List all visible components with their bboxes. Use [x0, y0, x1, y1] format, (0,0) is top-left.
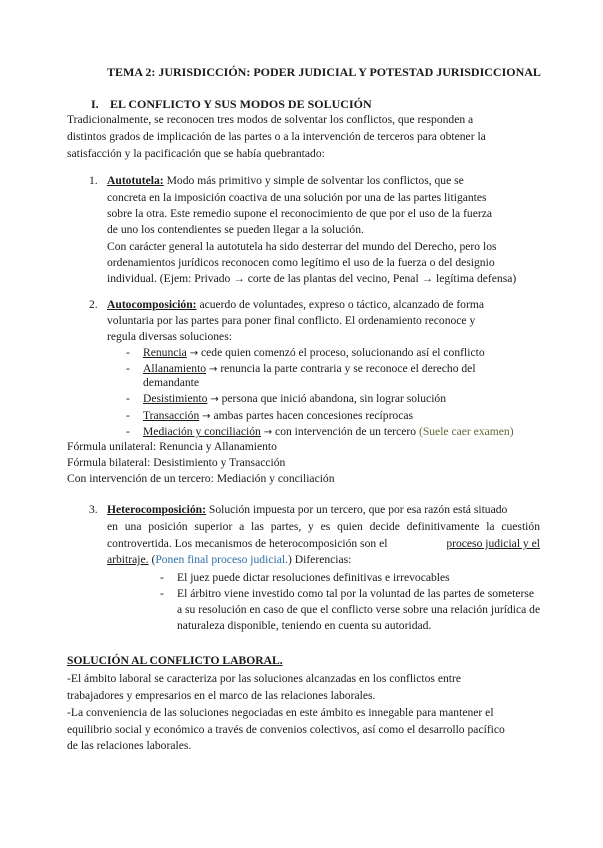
bullet: - — [126, 409, 130, 422]
solution-desc: cede quien comenzó el proceso, solucionando así el conflicto — [201, 346, 485, 359]
item-text: en una posición superior a las partes, y es quien decide definitivamente la cuestión — [107, 520, 540, 533]
labor-line: -La conveniencia de las soluciones negociadas en este ámbito es innegable para mantener el — [67, 706, 494, 719]
list-item — [143, 391, 446, 409]
list-item-continuation: a su resolución en caso de que el conflicto verse sobre una relación jurídica de — [177, 603, 541, 616]
arrow-icon: → — [209, 364, 218, 375]
item-term: Autotutela: — [107, 174, 164, 187]
item-line: concreta en la imposición coactiva de una solución por una de las partes litigantes — [107, 191, 487, 204]
item-line — [107, 552, 351, 569]
solution-desc: ambas partes hacen concesiones recíprocas — [213, 409, 414, 422]
link-text: proceso judicial y el — [446, 537, 540, 550]
item-line: voluntaria por las partes para poner final conflicto. El ordenamiento reconoce y — [107, 314, 476, 327]
formula-unilateral: Fórmula unilateral: Renuncia y Allanamiento — [67, 440, 277, 453]
item-number: 1. — [89, 174, 98, 187]
labor-line: equilibrio social y económico a través de convenios colectivos, así como el desarrollo pacífico — [67, 723, 505, 736]
paren: ( — [151, 553, 156, 566]
arrow-icon: → — [263, 427, 273, 438]
item-line: individual. (Ejem: Privado → corte de las plantas del vecino, Penal → legítima defensa) — [107, 272, 517, 285]
item-number: 2. — [89, 298, 98, 311]
intro-line: satisfacción y la pacificación que se había quebrantado: — [67, 147, 325, 160]
item-line: regula diversas soluciones: — [107, 330, 232, 343]
solution-name: Desistimiento — [143, 392, 208, 405]
arrow-icon: → — [210, 394, 219, 405]
solution-desc: renuncia la parte contraria y se reconoce el derecho del — [220, 362, 476, 375]
item-line — [107, 502, 507, 519]
item-text: Solución impuesta por un tercero, que por esa razón está situado — [208, 503, 508, 516]
section-heading-text: EL CONFLICTO Y SUS MODOS DE SOLUCIÓN — [110, 97, 372, 111]
bullet: - — [160, 571, 164, 584]
section-number: I. — [91, 97, 99, 111]
formula-third-party: Con intervención de un tercero: Mediación y conciliación — [67, 472, 335, 485]
item-term: Autocomposición: — [107, 298, 197, 311]
item-line: ordenamientos jurídicos reconocen como legítimo el uso de la fuerza o del designio — [107, 256, 495, 269]
item-text: controvertida. Los mecanismos de heterocomposición son el — [107, 537, 388, 550]
item-text: Modo más primitivo y simple de solventar los conflictos, que se — [166, 174, 464, 187]
intro-line: Tradicionalmente, se reconocen tres modos de solventar los conflictos, que responden a — [67, 113, 474, 126]
bullet: - — [126, 362, 130, 375]
list-item: El árbitro viene investido como tal por la voluntad de las partes de someterse — [177, 587, 535, 600]
item-line — [107, 536, 540, 553]
item-line — [107, 297, 484, 314]
item-text: ) Diferencias: — [287, 553, 352, 566]
intro-line: distintos grados de implicación de las partes o a la intervención de terceros para obtener la — [67, 130, 486, 143]
labor-line: trabajadores y empresarios en el marco de las relaciones laborales. — [67, 689, 376, 702]
page-title: TEMA 2: JURISDICCIÓN: PODER JUDICIAL Y POTESTAD JURISDICCIONAL — [107, 65, 541, 79]
solution-desc: persona que inició abandona, sin lograr solución — [221, 392, 447, 405]
list-item — [143, 408, 413, 426]
item-text: acuerdo de voluntades, expreso o táctico, alcanzado de forma — [199, 298, 484, 311]
item-line — [107, 519, 540, 536]
item-line — [107, 173, 464, 190]
bullet: - — [126, 392, 130, 405]
list-item: El juez puede dictar resoluciones definitivas e irrevocables — [177, 571, 450, 584]
bullet: - — [126, 346, 130, 359]
solution-name: Renuncia — [143, 346, 187, 359]
solution-name: Mediación y conciliación — [143, 425, 261, 438]
item-line: de uno los contendientes se pueden llegar a la solución. — [107, 223, 364, 236]
item-term: Heterocomposición: — [107, 503, 206, 516]
item-number: 3. — [89, 503, 98, 516]
labor-line: -El ámbito laboral se caracteriza por las soluciones alcanzadas en los conflictos entre — [67, 672, 462, 685]
formula-bilateral: Fórmula bilateral: Desistimiento y Transacción — [67, 456, 286, 469]
blue-note: Ponen final proceso judicial. — [155, 553, 288, 566]
list-item-continuation: naturaleza disponible, teniendo en cuenta su autoridad. — [177, 619, 432, 632]
labor-line: de las relaciones laborales. — [67, 739, 192, 752]
bullet: - — [126, 425, 130, 438]
section-heading — [91, 96, 372, 113]
list-item-continuation: demandante — [143, 376, 200, 389]
section-heading-labor: SOLUCIÓN AL CONFLICTO LABORAL. — [67, 654, 283, 667]
solution-name: Transacción — [143, 409, 200, 422]
list-item — [143, 345, 485, 363]
item-line: Con carácter general la autotutela ha sido desterrar del mundo del Derecho, pero los — [107, 240, 497, 253]
link-text: arbitraje. — [107, 553, 149, 566]
item-line: sobre la otra. Este remedio supone el reconocimiento de que por el uso de la fuerza — [107, 207, 493, 220]
arrow-icon: → — [202, 411, 211, 422]
solution-name: Allanamiento — [143, 362, 207, 375]
bullet: - — [160, 587, 164, 600]
solution-desc: con intervención de un tercero — [275, 425, 417, 438]
exam-note: (Suele caer examen) — [418, 425, 514, 438]
arrow-icon: → — [189, 348, 199, 359]
